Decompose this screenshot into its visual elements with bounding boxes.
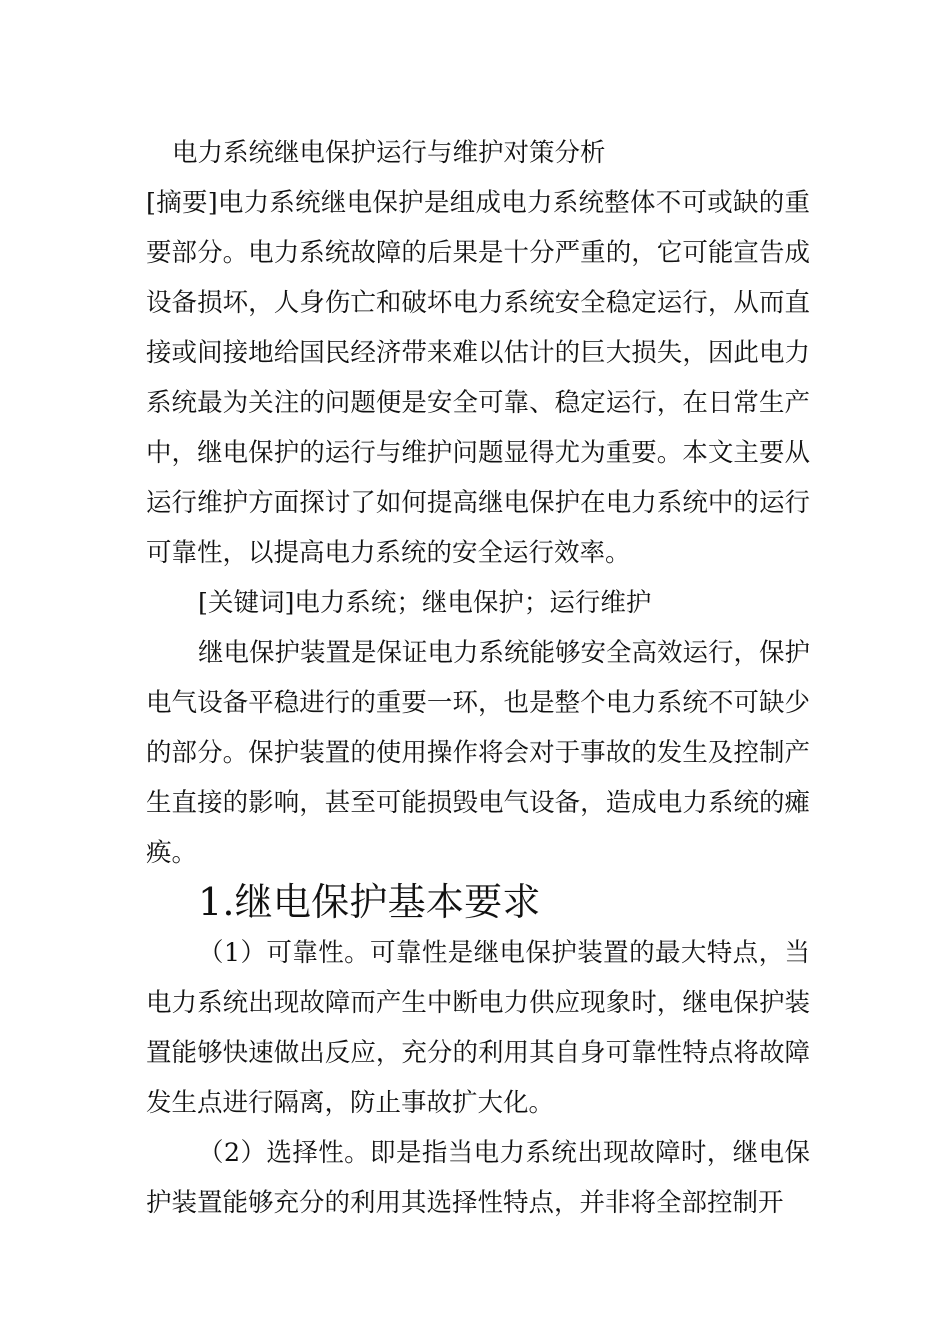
intro-paragraph: 继电保护装置是保证电力系统能够安全高效运行，保护电气设备平稳进行的重要一环，也是整个电力系统不可缺少的部分。保护装置的使用操作将会对于事故的发生及控制产生直接的影响，甚至可能损毁电气设备，造成电力系统的瘫痪。: [146, 638, 811, 868]
requirement-selectivity-paragraph: （2）选择性。即是指当电力系统出现故障时，继电保护装置能够充分的利用其选择性特点，并非将全部控制开: [146, 1138, 810, 1218]
document-body: [146, 128, 810, 1228]
keywords-line: [关键词]电力系统；继电保护；运行维护: [198, 588, 652, 618]
requirement-reliability-paragraph: （1）可靠性。可靠性是继电保护装置的最大特点，当电力系统出现故障而产生中断电力供应现象时，继电保护装置能够快速做出反应，充分的利用其自身可靠性特点将故障发生点进行隔离，防止事故扩大化。: [146, 938, 810, 1118]
section-heading-1: 1.继电保护基本要求: [198, 880, 541, 925]
document-title: 电力系统继电保护运行与维护对策分析: [172, 138, 606, 168]
abstract-paragraph: [摘要]电力系统继电保护是组成电力系统整体不可或缺的重要部分。电力系统故障的后果是十分严重的，它可能宣告成设备损坏，人身伤亡和破坏电力系统安全稳定运行，从而直接或间接地给国民经济带来难以估计的巨大损失，因此电力系统最为关注的问题便是安全可靠、稳定运行，在日常生产中，继电保护的运行与维护问题显得尤为重要。本文主要从运行维护方面探讨了如何提高继电保护在电力系统中的运行可靠性，以提高电力系统的安全运行效率。: [146, 188, 810, 568]
